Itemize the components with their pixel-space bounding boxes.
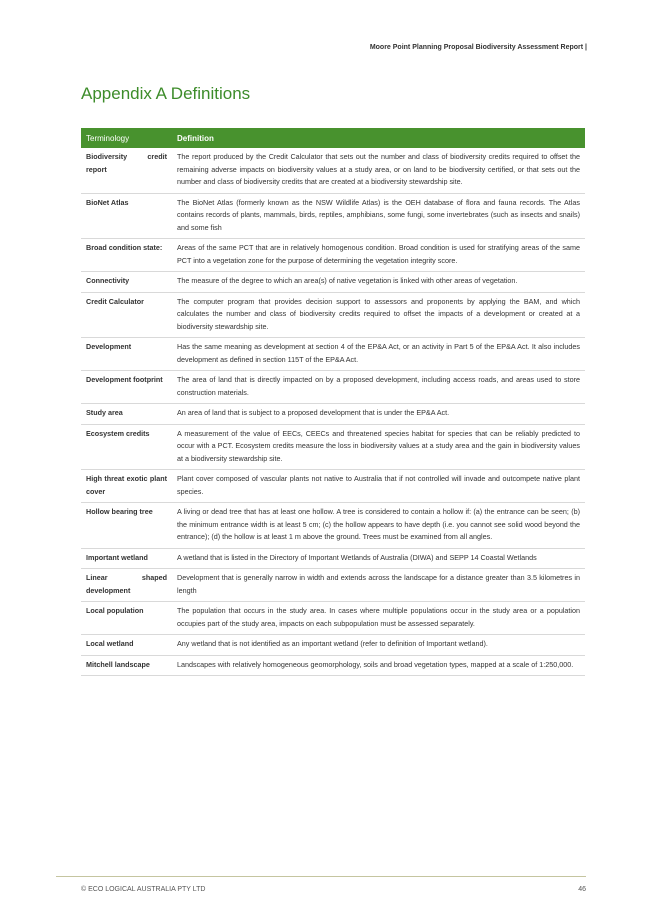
term-cell: Broad condition state:	[81, 239, 172, 272]
term-cell: Connectivity	[81, 272, 172, 293]
term-cell: Study area	[81, 404, 172, 425]
term-cell: Development footprint	[81, 371, 172, 404]
term-cell: Local wetland	[81, 635, 172, 656]
term-cell: Local population	[81, 602, 172, 635]
definition-cell: A measurement of the value of EECs, CEECs and threatened species habitat for species that can be reliably predicted to occur with a PCT. Ecosystem credits measure the loss in biodiversity values at a study area and the gain in biodiversity values at a biodiversity stewardship site.	[172, 424, 585, 470]
table-row	[81, 470, 585, 503]
table-row	[81, 424, 585, 470]
term-cell: Linear shaped development	[81, 569, 172, 602]
term-cell: Hollow bearing tree	[81, 503, 172, 549]
page-title: Appendix A Definitions	[81, 84, 251, 103]
definition-cell: Plant cover composed of vascular plants not native to Australia that if not controlled will invade and outcompete native plant species.	[172, 470, 585, 503]
running-header: Moore Point Planning Proposal Biodiversity Assessment Report |	[369, 44, 587, 51]
table-row	[81, 148, 585, 193]
table-row	[81, 655, 585, 676]
definition-cell: An area of land that is subject to a proposed development that is under the EP&A Act.	[172, 404, 585, 425]
table-row	[81, 239, 585, 272]
term-cell: Development	[81, 338, 172, 371]
table-row	[81, 569, 585, 602]
term-cell: High threat exotic plant cover	[81, 470, 172, 503]
table-row	[81, 503, 585, 549]
term-cell: Credit Calculator	[81, 292, 172, 338]
definition-cell: A living or dead tree that has at least one hollow. A tree is considered to contain a hollow if: (a) the entrance can be seen; (b) the minimum entrance width is at least 5 cm; (c) the hollow appears to have depth (i.e. you cannot see solid wood beyond the entrance); (d) the hollow is at least 1 m above the ground. Trees must be examined from all angles.	[172, 503, 585, 549]
term-cell: Ecosystem credits	[81, 424, 172, 470]
footer-divider	[56, 876, 586, 877]
column-header-terminology: Terminology	[81, 128, 172, 148]
definition-cell: The population that occurs in the study area. In cases where multiple populations occur in the study area or a population occupies part of the study area, impacts on each subpopulation must be assessed separately.	[172, 602, 585, 635]
definition-cell: Any wetland that is not identified as an important wetland (refer to definition of Important wetland).	[172, 635, 585, 656]
definition-cell: Landscapes with relatively homogeneous geomorphology, soils and broad vegetation types, mapped at a scale of 1:250,000.	[172, 655, 585, 676]
term-cell: Biodiversity credit report	[81, 148, 172, 193]
definition-cell: The BioNet Atlas (formerly known as the NSW Wildlife Atlas) is the OEH database of flora and fauna records. The Atlas contains records of plants, mammals, birds, reptiles, amphibians, some fungi, some invertebrates (such as insects and snails) and some fish	[172, 193, 585, 239]
table-row	[81, 338, 585, 371]
definition-cell: Has the same meaning as development at section 4 of the EP&A Act, or an activity in Part 5 of the EP&A Act. It also includes development as defined in section 115T of the EP&A Act.	[172, 338, 585, 371]
term-cell: Important wetland	[81, 548, 172, 569]
footer-copyright: © ECO LOGICAL AUSTRALIA PTY LTD	[81, 886, 206, 893]
table-row	[81, 193, 585, 239]
table-row	[81, 371, 585, 404]
definitions-table	[81, 128, 585, 676]
table-row	[81, 272, 585, 293]
definition-cell: The report produced by the Credit Calculator that sets out the number and class of biodiversity credits required to offset the remaining adverse impacts on biodiversity values at a study area, or on land to be biodiversity certified, or that sets out the number and class of biodiversity credits that are created at a biodiversity stewardship site.	[172, 148, 585, 193]
definition-cell: The computer program that provides decision support to assessors and proponents by applying the BAM, and which calculates the number and class of biodiversity credits required to offset the impacts of a development or created at a biodiversity stewardship site.	[172, 292, 585, 338]
definition-cell: Development that is generally narrow in width and extends across the landscape for a distance greater than 3.5 kilometres in length	[172, 569, 585, 602]
table-row	[81, 404, 585, 425]
definition-cell: The area of land that is directly impacted on by a proposed development, including access roads, and areas used to store construction materials.	[172, 371, 585, 404]
table-row	[81, 292, 585, 338]
definition-cell: A wetland that is listed in the Directory of Important Wetlands of Australia (DIWA) and SEPP 14 Coastal Wetlands	[172, 548, 585, 569]
column-header-definition: Definition	[172, 128, 585, 148]
definition-cell: Areas of the same PCT that are in relatively homogenous condition. Broad condition is used for stratifying areas of the same PCT into a vegetation zone for the purpose of determining the vegetation integrity score.	[172, 239, 585, 272]
table-header-row	[81, 128, 585, 148]
table-row	[81, 635, 585, 656]
table-row	[81, 548, 585, 569]
definition-cell: The measure of the degree to which an area(s) of native vegetation is linked with other areas of vegetation.	[172, 272, 585, 293]
table-row	[81, 602, 585, 635]
term-cell: Mitchell landscape	[81, 655, 172, 676]
page-number: 46	[578, 886, 586, 893]
term-cell: BioNet Atlas	[81, 193, 172, 239]
